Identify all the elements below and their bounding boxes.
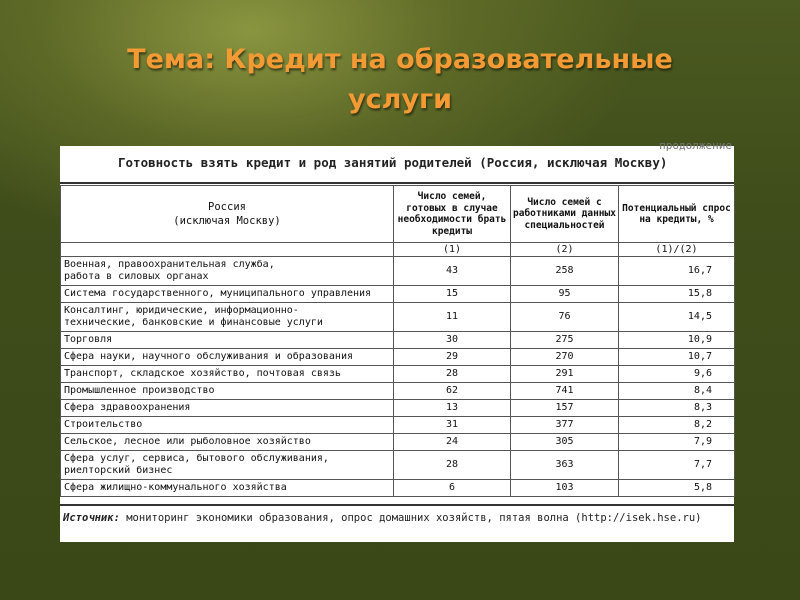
row-label-line: Сфера здравоохранения [64,402,191,413]
row-label-line: риелторский бизнес [64,465,173,476]
cell-demand-percent: 9,6 [619,366,735,383]
cell-families-ready: 28 [394,366,511,383]
row-label-line: Сельское, лесное или рыболовное хозяйство [64,436,311,447]
row-label-line: Торговля [64,334,113,345]
header-region [61,186,394,243]
cell-families-total: 103 [511,480,619,497]
cell-families-total: 157 [511,400,619,417]
cell-families-ready: 15 [394,286,511,303]
slide-title-line-1: Тема: Кредит на образовательные [127,44,673,75]
table-row [61,286,735,303]
table-row [61,303,735,332]
table-row [61,349,735,366]
table-title: Готовность взять кредит и род занятий родителей (Россия, исключая Москву) [118,155,668,170]
table-row [61,400,735,417]
column-number-blank [61,243,394,257]
table-top-rule [60,182,734,184]
cell-demand-percent: 7,9 [619,434,735,451]
cell-families-total: 258 [511,257,619,286]
row-label-line: Сфера услуг, сервиса, бытового обслуживания, [64,453,329,464]
cell-families-total: 305 [511,434,619,451]
source-text: мониторинг экономики образования, опрос домашних хозяйств, пятая волна (http://isek.hse.ru) [119,512,702,524]
cell-families-ready: 13 [394,400,511,417]
row-label [61,451,394,480]
cell-families-ready: 11 [394,303,511,332]
row-label [61,400,394,417]
table-row [61,480,735,497]
table-row [61,332,735,349]
row-label-line: Сфера науки, научного обслуживания и образования [64,351,353,362]
cell-families-ready: 28 [394,451,511,480]
cell-demand-percent: 10,7 [619,349,735,366]
cell-families-ready: 6 [394,480,511,497]
row-label-line: Промышленное производство [64,385,215,396]
cell-demand-percent: 8,3 [619,400,735,417]
table-image [60,139,734,542]
table-row [61,366,735,383]
row-label [61,480,394,497]
cell-families-ready: 43 [394,257,511,286]
row-label-line: Транспорт, складское хозяйство, почтовая связь [64,368,341,379]
row-label-line: технические, банковские и финансовые услуги [64,317,323,328]
table-row [61,417,735,434]
row-label-line: Военная, правоохранительная служба, [64,259,275,270]
table-row [61,383,735,400]
table-row [61,434,735,451]
cell-families-total: 76 [511,303,619,332]
row-label-line: Строительство [64,419,143,430]
cell-families-ready: 31 [394,417,511,434]
source-note [63,512,702,524]
header-col-3: Потенциальный спрос на кредиты, % [619,186,735,243]
cell-demand-percent: 10,9 [619,332,735,349]
row-label [61,286,394,303]
cell-families-total: 363 [511,451,619,480]
row-label [61,434,394,451]
column-number-2: (2) [511,243,619,257]
header-region-label: Россия [208,201,246,213]
cell-families-ready: 29 [394,349,511,366]
cell-families-total: 275 [511,332,619,349]
row-label [61,366,394,383]
cell-families-ready: 24 [394,434,511,451]
cell-families-total: 741 [511,383,619,400]
cell-demand-percent: 8,4 [619,383,735,400]
row-label [61,417,394,434]
row-label [61,383,394,400]
cell-families-total: 270 [511,349,619,366]
table-header-row [61,186,735,243]
cell-families-ready: 30 [394,332,511,349]
row-label-line: Система государственного, муниципального управления [64,288,372,299]
cell-demand-percent: 5,8 [619,480,735,497]
corner-note: продолжение [659,139,732,152]
table-body [61,186,735,497]
row-label [61,257,394,286]
table-row [61,257,735,286]
source-label: Источник: [63,512,120,524]
column-number-3: (1)/(2) [619,243,735,257]
cell-families-ready: 62 [394,383,511,400]
row-label [61,303,394,332]
row-label-line: Консалтинг, юридические, информационно- [64,305,299,316]
cell-families-total: 95 [511,286,619,303]
header-col-1: Число семей, готовых в случае необходимости брать кредиты [394,186,511,243]
row-label [61,349,394,366]
table-row [61,451,735,480]
header-region-sub: (исключая Москву) [173,215,281,227]
cell-demand-percent: 15,8 [619,286,735,303]
table-bottom-rule [60,504,734,506]
data-table [60,185,735,497]
column-number-row [61,243,735,257]
slide-title [0,40,800,120]
cell-demand-percent: 16,7 [619,257,735,286]
row-label [61,332,394,349]
cell-demand-percent: 14,5 [619,303,735,332]
row-label-line: Сфера жилищно-коммунального хозяйства [64,482,287,493]
row-label-line: работа в силовых органах [64,271,209,282]
cell-demand-percent: 8,2 [619,417,735,434]
slide-title-line-2: услуги [347,84,452,115]
column-number-1: (1) [394,243,511,257]
cell-demand-percent: 7,7 [619,451,735,480]
cell-families-total: 377 [511,417,619,434]
cell-families-total: 291 [511,366,619,383]
header-col-2: Число семей с работниками данных специальностей [511,186,619,243]
